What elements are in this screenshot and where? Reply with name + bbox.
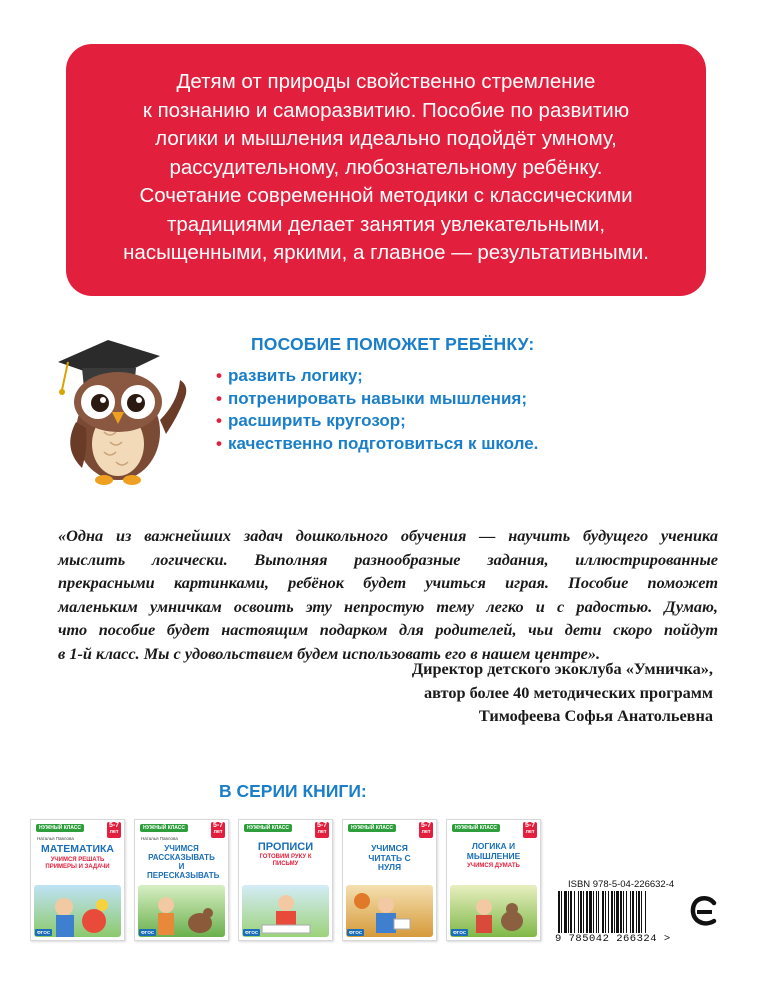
testimonial-quote bbox=[58, 524, 718, 665]
benefit-item bbox=[216, 388, 538, 411]
series-book-cover[interactable] bbox=[30, 819, 125, 941]
signature-line: Директор детского экоклуба «Умничка», bbox=[411, 659, 713, 678]
barcode-digits: 9 785042 266324 > bbox=[555, 933, 671, 945]
intro-line: Сочетание современной методики с классическими bbox=[139, 184, 633, 207]
benefit-text: качественно подготовиться к школе. bbox=[227, 433, 539, 453]
series-book-cover[interactable] bbox=[134, 819, 229, 941]
signature-line: автор более 40 методических программ bbox=[424, 682, 713, 702]
fgos-badge: ФГОС bbox=[37, 930, 51, 935]
benefit-text: потренировать навыки мышления; bbox=[227, 388, 527, 408]
quote-signature bbox=[412, 657, 713, 728]
book-author: Наталья Павлова bbox=[37, 836, 74, 841]
intro-line: насыщенными, яркими, а главное — результативными. bbox=[123, 241, 649, 264]
series-heading: В СЕРИИ КНИГИ: bbox=[219, 781, 367, 801]
book-title: ПРОПИСИ bbox=[257, 841, 314, 853]
series-tag: НУЖНЫЙ КЛАСС bbox=[348, 824, 396, 832]
intro-line: традициями делает занятия увлекательными, bbox=[166, 212, 606, 236]
age-badge: 5-7 лет bbox=[211, 822, 225, 838]
quote-line: в 1-й класс. Мы с удовольствием будем использовать его в нашем центре». bbox=[58, 643, 601, 663]
quote-line: маленьким умничкам освоить эту непростую тему легко и с радостью. Думаю, bbox=[58, 596, 718, 616]
quote-line: «Одна из важнейших задач дошкольного обучения — научить будущего ученика bbox=[58, 526, 718, 545]
quote-line: что пособие будет настоящим подарком для родителей, чьи дети скоро пойдут bbox=[58, 620, 718, 639]
benefits-list bbox=[216, 365, 538, 455]
bullet-icon: • bbox=[216, 411, 222, 430]
bullet-icon: • bbox=[216, 433, 222, 453]
age-badge: 5-7 лет bbox=[315, 822, 329, 838]
book-subtitle: УЧИМСЯ РЕШАТЬ ПРИМЕРЫ И ЗАДАЧИ bbox=[45, 857, 110, 870]
intro-text bbox=[66, 68, 706, 268]
quote-line: мыслить логически. Выполняя разнообразные задания, иллюстрированные bbox=[58, 549, 718, 569]
intro-line: к познанию и саморазвитию. Пособие по развитию bbox=[142, 98, 630, 122]
age-badge: 5-7 лет bbox=[419, 822, 433, 838]
book-subtitle: УЧИМСЯ ДУМАТЬ bbox=[467, 863, 520, 869]
fgos-badge: ФГОС bbox=[245, 930, 259, 935]
bullet-icon: • bbox=[216, 366, 222, 385]
book-title: УЧИМСЯ ЧИТАТЬ С НУЛЯ bbox=[368, 843, 411, 872]
age-badge: 5-7 лет bbox=[107, 822, 121, 838]
fgos-badge: ФГОС bbox=[141, 930, 155, 935]
benefit-item bbox=[216, 433, 538, 456]
series-tag: НУЖНЫЙ КЛАСС bbox=[36, 824, 84, 832]
age-badge: 5-7 лет bbox=[523, 822, 537, 838]
benefit-item bbox=[216, 365, 538, 388]
book-title: ЛОГИКА И МЫШЛЕНИЕ bbox=[466, 841, 521, 861]
benefits-heading: ПОСОБИЕ ПОМОЖЕТ РЕБЁНКУ: bbox=[251, 334, 535, 354]
benefit-item bbox=[216, 410, 538, 433]
series-tag: НУЖНЫЙ КЛАСС bbox=[452, 824, 500, 832]
intro-line: рассудительному, любознательному ребёнку. bbox=[169, 155, 603, 179]
series-tag: НУЖНЫЙ КЛАСС bbox=[244, 824, 292, 832]
series-book-cover[interactable] bbox=[238, 819, 333, 941]
fgos-badge: ФГОС bbox=[453, 930, 467, 935]
owl-mascot-illustration bbox=[48, 310, 198, 490]
signature-line: Тимофеева Софья Анатольевна bbox=[478, 706, 713, 725]
quote-line: прекрасными картинками, ребёнок будет учиться играя. Пособие поможет bbox=[58, 573, 718, 592]
book-subtitle: ГОТОВИМ РУКУ К ПИСЬМУ bbox=[259, 854, 312, 867]
series-book-cover[interactable] bbox=[446, 819, 541, 941]
intro-line: логики и мышления идеально подойдёт умному, bbox=[155, 127, 617, 150]
isbn-label: ISBN 978-5-04-226632-4 bbox=[568, 879, 675, 890]
intro-line: Детям от природы свойственно стремление bbox=[176, 70, 596, 93]
book-title: УЧИМСЯ РАССКАЗЫВАТЬ И ПЕРЕСКАЗЫВАТЬ bbox=[147, 844, 220, 880]
book-title: МАТЕМАТИКА bbox=[41, 843, 114, 855]
barcode-icon bbox=[556, 891, 682, 933]
intro-box bbox=[66, 44, 706, 296]
benefit-text: развить логику; bbox=[227, 366, 363, 385]
series-tag: НУЖНЫЙ КЛАСС bbox=[140, 824, 188, 832]
eksmo-logo-icon bbox=[688, 893, 718, 933]
bullet-icon: • bbox=[216, 388, 222, 408]
benefit-text: расширить кругозор; bbox=[227, 411, 406, 430]
fgos-badge: ФГОС bbox=[349, 930, 363, 935]
book-author: Наталья Павлова bbox=[141, 836, 178, 841]
series-book-cover[interactable] bbox=[342, 819, 437, 941]
